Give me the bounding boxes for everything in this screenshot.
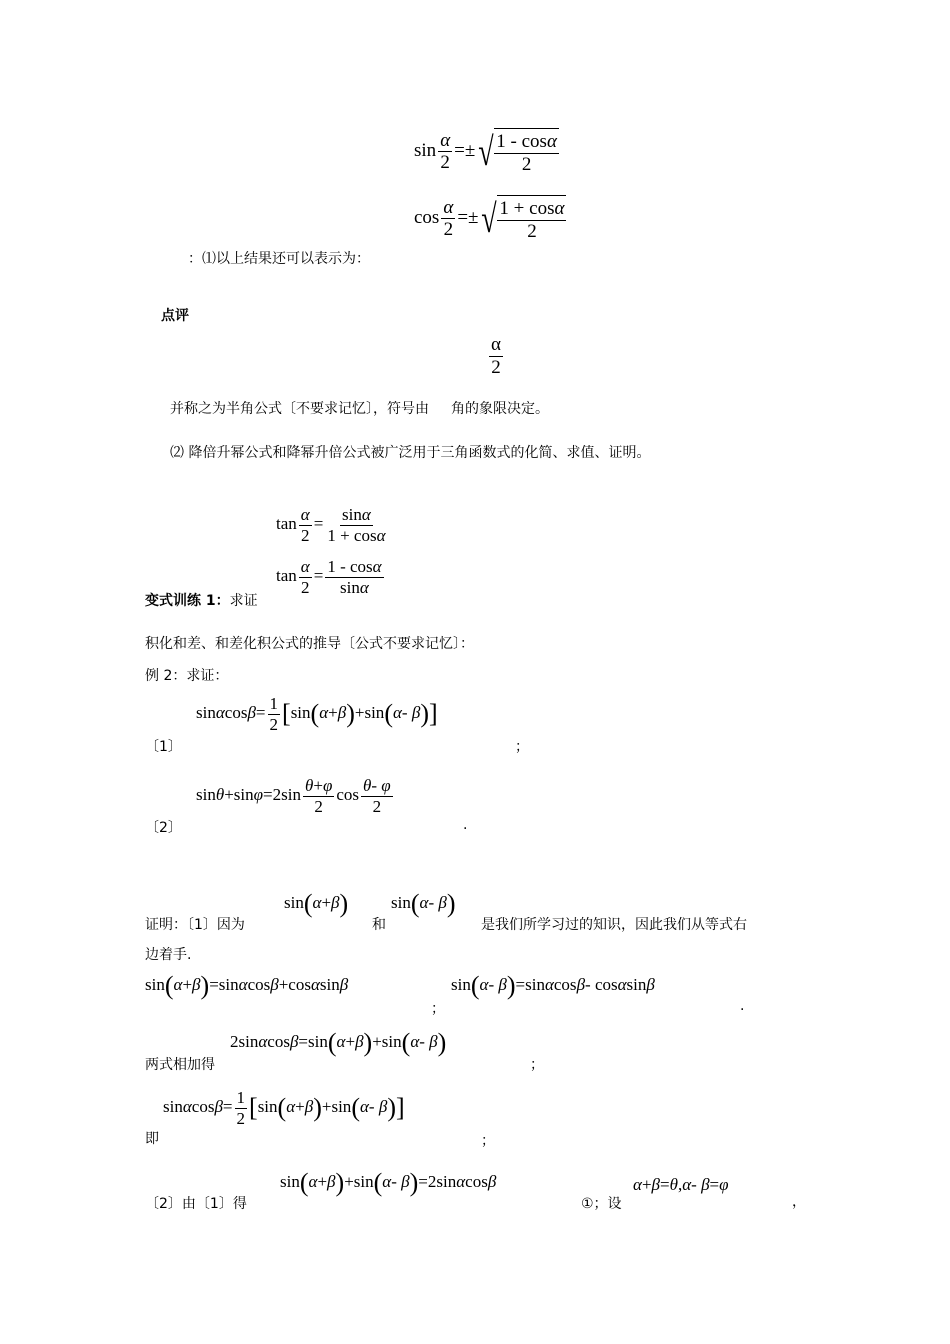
example-formula-1: sinαcosβ= $\frac{1}{2}$ [sin(α+β)+sin(α- β)] bbox=[196, 694, 438, 734]
sum-result-formula: 2sinαcosβ=sin(α+β)+sin(α- β) bbox=[230, 1028, 447, 1057]
semicolon-3: ； bbox=[481, 1133, 495, 1149]
half-angle-cos-formula: cos $\frac{\alpha}{2}$ =± √ $\frac{1 + \cos\alpha}{2}$ bbox=[414, 195, 565, 242]
point-2: ⑵ 降倍升幂公式和降幂升倍公式被广泛用于三角函数式的化简、求值、证明。 bbox=[170, 445, 651, 461]
variant-training bbox=[145, 590, 258, 610]
step2-formula: sin(α+β)+sin(α- β)=2sinαcosβ bbox=[280, 1168, 497, 1197]
sin-sum-expansion: sin(α+β)=sinαcosβ+cosαsinβ bbox=[145, 971, 349, 1000]
section-title: 积化和差、和差化积公式的推导〔公式不要求记忆〕： bbox=[145, 636, 474, 652]
variant-label: 变式训练 1 bbox=[145, 593, 216, 609]
proof-sin-diff: sin(α- β) bbox=[391, 889, 456, 918]
proof-sin-sum: sin(α+β) bbox=[284, 889, 349, 918]
comment-label: 点评 bbox=[161, 308, 189, 324]
tan-half-formula-1: tan $\frac{\alpha}{2}$ = $\frac{\sin\alpha}{1 + \cos\alpha}$ bbox=[276, 505, 386, 545]
item-2-end: . bbox=[463, 817, 468, 833]
step2-label: 〔2〕由〔1〕得 bbox=[145, 1196, 247, 1212]
add-label: 两式相加得 bbox=[145, 1057, 215, 1073]
variant-colon: ： bbox=[215, 593, 230, 609]
half-angle-note-a: 并称之为半角公式〔不要求记忆〕，符号由 bbox=[170, 401, 429, 417]
sin-diff-expansion: sin(α- β)=sinαcosβ- cosαsinβ bbox=[451, 971, 655, 1000]
ji-label: 即 bbox=[145, 1131, 159, 1147]
item-1-label: 〔1〕 bbox=[145, 739, 182, 755]
item-2-label: 〔2〕 bbox=[145, 820, 182, 836]
variant-task: 求证 bbox=[229, 593, 258, 609]
period-1: . bbox=[740, 998, 745, 1014]
semicolon-1: ； bbox=[431, 1001, 445, 1017]
example-2: 例 2：求证： bbox=[145, 668, 229, 684]
comma-end: ， bbox=[792, 1194, 806, 1210]
half-angle-sin-formula: sin $\frac{\alpha}{2}$ =± √ $\frac{1 - \cos\alpha}{2}$ bbox=[414, 128, 557, 175]
tan-half-formula-2: tan $\frac{\alpha}{2}$ = $\frac{1 - \cos\alpha}{\sin\alpha}$ bbox=[276, 557, 382, 597]
item-1-end: ； bbox=[515, 739, 529, 755]
example-formula-2: sinθ+sinφ=2sin $\frac{\theta+\varphi}{2}$ cos $\frac{\theta- \varphi}{2}$ bbox=[196, 776, 391, 816]
note-intro: ：⑴以上结果还可以表示为： bbox=[188, 251, 370, 267]
semicolon-2: ； bbox=[530, 1057, 544, 1073]
proof-and: 和 bbox=[372, 917, 386, 933]
step2-suppose: ①；设 bbox=[581, 1196, 622, 1212]
alpha-half-fraction: $\frac{\alpha}{2}$ bbox=[491, 334, 501, 378]
therefore-formula: sinαcosβ= $\frac{1}{2}$ [sin(α+β)+sin(α- β)] bbox=[163, 1088, 405, 1128]
proof-line-b: 是我们所学习过的知识，因此我们从等式右 bbox=[481, 917, 747, 933]
proof-line-c: 边着手. bbox=[145, 947, 192, 963]
proof-line-a: 证明：〔1〕因为 bbox=[145, 917, 245, 933]
half-angle-note bbox=[170, 398, 549, 418]
half-angle-note-b: 角的象限决定。 bbox=[451, 401, 549, 417]
substitution-formula: α+β=θ,α- β=φ bbox=[633, 1175, 729, 1194]
